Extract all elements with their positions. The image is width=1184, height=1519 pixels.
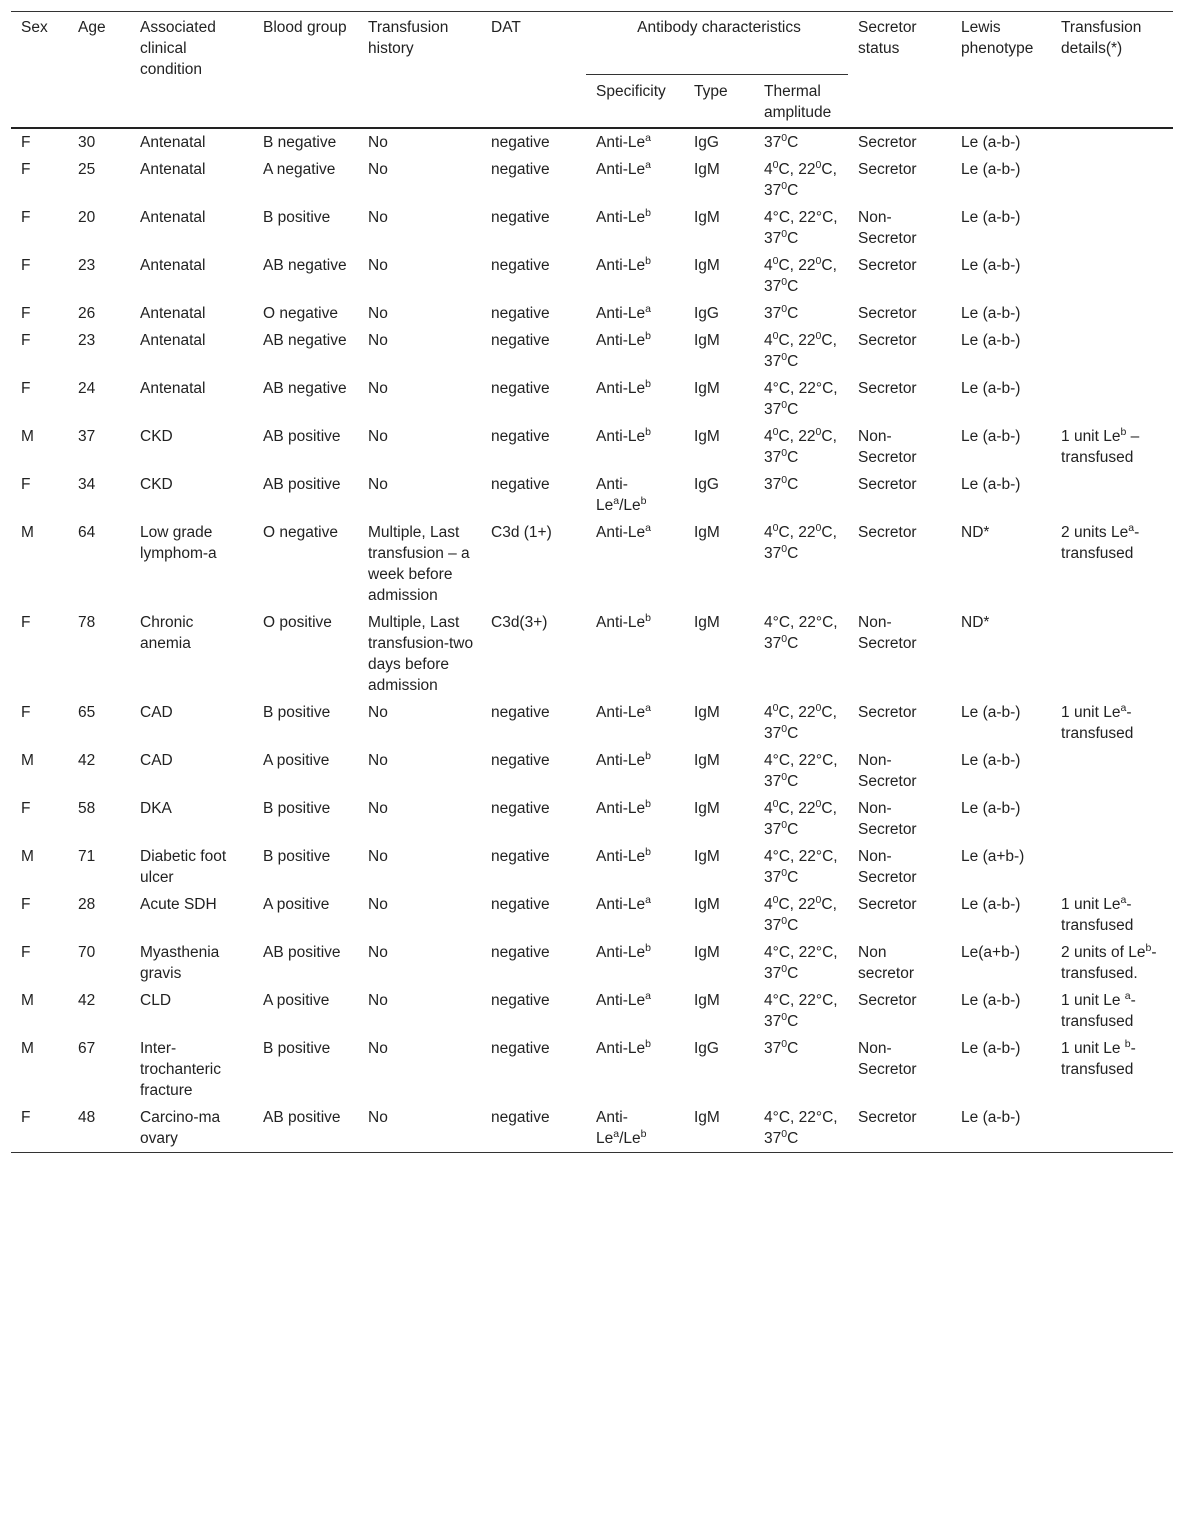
cell-transfusion-history: No	[368, 209, 388, 226]
cell-age: 20	[78, 209, 96, 226]
cell-sex: M	[21, 848, 34, 865]
table-row	[11, 699, 1173, 747]
table-row	[11, 423, 1173, 471]
cell-age: 71	[78, 848, 96, 865]
header-condition: Associated clinical condition	[140, 19, 216, 78]
cell-transfusion-history: No	[368, 848, 388, 865]
cell-specificity: Anti-Le$^b$	[596, 330, 651, 349]
header-specificity: Specificity	[586, 75, 684, 129]
cell-sex: F	[21, 134, 31, 151]
cell-type: IgM	[694, 752, 720, 769]
cell-blood-group: B positive	[263, 800, 331, 817]
cell-transfusion-history: No	[368, 800, 388, 817]
cell-transfusion-details: 2 units Le$^a$-transfused	[1061, 522, 1140, 562]
cell-transfusion-history: No	[368, 992, 388, 1009]
cell-condition: Myasthenia gravis	[140, 944, 220, 982]
cell-blood-group: A positive	[263, 992, 330, 1009]
header-lewis-phenotype: Lewis phenotype	[961, 19, 1034, 57]
cell-thermal-amplitude: 4°C, 22°C, $37^0C$	[764, 752, 838, 790]
cell-blood-group: AB positive	[263, 476, 341, 493]
cell-lewis-phenotype: Le (a-b-)	[961, 161, 1021, 178]
cell-age: 28	[78, 896, 96, 913]
cell-type: IgM	[694, 896, 720, 913]
cell-type: IgM	[694, 1109, 720, 1126]
cell-lewis-phenotype: Le (a-b-)	[961, 209, 1021, 226]
cell-lewis-phenotype: Le (a-b-)	[961, 752, 1021, 769]
cell-blood-group: AB positive	[263, 1109, 341, 1126]
cell-thermal-amplitude: 4°C, 22°C, $37^0C$	[764, 380, 838, 418]
cell-dat: negative	[491, 848, 550, 865]
cell-type: IgM	[694, 704, 720, 721]
cell-transfusion-details	[1051, 747, 1173, 795]
cell-type: IgM	[694, 332, 720, 349]
cell-transfusion-history: No	[368, 1040, 388, 1057]
header-type: Type	[684, 75, 754, 129]
cell-age: 30	[78, 134, 96, 151]
cell-transfusion-details	[1051, 300, 1173, 327]
cell-condition: CKD	[140, 476, 173, 493]
cell-condition: Inter-trochanteric fracture	[140, 1040, 221, 1099]
table-body	[11, 128, 1173, 1153]
cell-sex: M	[21, 428, 34, 445]
cell-transfusion-history: No	[368, 305, 388, 322]
table-row	[11, 252, 1173, 300]
cell-lewis-phenotype: ND*	[961, 524, 990, 541]
cell-condition: Acute SDH	[140, 896, 217, 913]
cell-type: IgM	[694, 800, 720, 817]
cell-secretor-status: Secretor	[858, 704, 917, 721]
cell-specificity: Anti-Le$^b$	[596, 846, 651, 865]
cell-transfusion-details	[1051, 252, 1173, 300]
cell-condition: Low grade lymphom-a	[140, 524, 217, 562]
cell-secretor-status: Non secretor	[858, 944, 915, 982]
cell-blood-group: AB positive	[263, 428, 341, 445]
cell-blood-group: AB negative	[263, 380, 347, 397]
cell-sex: F	[21, 614, 31, 631]
cell-age: 67	[78, 1040, 96, 1057]
cell-type: IgM	[694, 848, 720, 865]
cell-dat: C3d (1+)	[491, 524, 552, 541]
cell-blood-group: B positive	[263, 209, 331, 226]
cell-lewis-phenotype: Le (a-b-)	[961, 800, 1021, 817]
cell-transfusion-details	[1051, 471, 1173, 519]
cell-type: IgM	[694, 380, 720, 397]
table-row	[11, 609, 1173, 699]
cell-condition: Antenatal	[140, 257, 206, 274]
cell-specificity: Anti-Le$^b$	[596, 750, 651, 769]
cell-transfusion-details	[1051, 375, 1173, 423]
cell-type: IgG	[694, 476, 719, 493]
cell-transfusion-history: No	[368, 380, 388, 397]
cell-sex: F	[21, 1109, 31, 1126]
cell-type: IgM	[694, 992, 720, 1009]
cell-lewis-phenotype: Le (a-b-)	[961, 1040, 1021, 1057]
cell-blood-group: B negative	[263, 134, 337, 151]
cell-blood-group: O negative	[263, 524, 338, 541]
cell-secretor-status: Non-Secretor	[858, 848, 917, 886]
cell-thermal-amplitude: $37^0C$	[764, 1038, 799, 1057]
cell-specificity: Anti-Le$^a$/Le$^b$	[596, 1109, 647, 1147]
lewis-antibody-table-container	[11, 11, 1173, 1153]
cell-transfusion-details	[1051, 156, 1173, 204]
cell-type: IgM	[694, 161, 720, 178]
cell-lewis-phenotype: Le (a-b-)	[961, 896, 1021, 913]
cell-age: 70	[78, 944, 96, 961]
cell-specificity: Anti-Le$^b$	[596, 378, 651, 397]
cell-thermal-amplitude: $37^0C$	[764, 474, 799, 493]
header-transfusion-history: Transfusion history	[368, 19, 449, 57]
cell-transfusion-history: No	[368, 428, 388, 445]
header-secretor-status: Secretor status	[858, 19, 917, 57]
cell-transfusion-history: No	[368, 896, 388, 913]
cell-sex: F	[21, 944, 31, 961]
cell-secretor-status: Non-Secretor	[858, 209, 917, 247]
cell-secretor-status: Secretor	[858, 257, 917, 274]
cell-lewis-phenotype: Le (a-b-)	[961, 476, 1021, 493]
cell-transfusion-details: 2 units of Le$^b$-transfused.	[1061, 942, 1157, 982]
cell-blood-group: A positive	[263, 752, 330, 769]
cell-dat: negative	[491, 944, 550, 961]
header-transfusion-details: Transfusion details(*)	[1061, 19, 1142, 57]
cell-transfusion-details	[1051, 204, 1173, 252]
cell-condition: Diabetic foot ulcer	[140, 848, 227, 886]
cell-secretor-status: Non-Secretor	[858, 428, 917, 466]
cell-blood-group: O positive	[263, 614, 332, 631]
cell-specificity: Anti-Le$^b$	[596, 426, 651, 445]
cell-blood-group: O negative	[263, 305, 338, 322]
cell-type: IgM	[694, 257, 720, 274]
cell-secretor-status: Secretor	[858, 524, 917, 541]
cell-dat: negative	[491, 209, 550, 226]
cell-lewis-phenotype: Le (a-b-)	[961, 704, 1021, 721]
cell-transfusion-history: No	[368, 134, 388, 151]
cell-condition: Carcino-ma ovary	[140, 1109, 221, 1147]
cell-specificity: Anti-Le$^b$	[596, 798, 651, 817]
cell-age: 26	[78, 305, 96, 322]
cell-age: 42	[78, 752, 96, 769]
cell-transfusion-details	[1051, 128, 1173, 156]
cell-type: IgM	[694, 209, 720, 226]
cell-age: 65	[78, 704, 96, 721]
cell-secretor-status: Secretor	[858, 134, 917, 151]
cell-age: 23	[78, 257, 96, 274]
cell-lewis-phenotype: Le (a-b-)	[961, 1109, 1021, 1126]
cell-condition: Antenatal	[140, 209, 206, 226]
cell-condition: Antenatal	[140, 305, 206, 322]
cell-lewis-phenotype: ND*	[961, 614, 990, 631]
cell-secretor-status: Secretor	[858, 992, 917, 1009]
header-age: Age	[78, 19, 106, 36]
cell-transfusion-details	[1051, 795, 1173, 843]
cell-thermal-amplitude: 4°C, 22°C, $37^0C$	[764, 209, 838, 247]
cell-specificity: Anti-Le$^a$	[596, 894, 651, 913]
cell-specificity: Anti-Le$^a$/Le$^b$	[596, 476, 647, 514]
cell-blood-group: A positive	[263, 896, 330, 913]
cell-type: IgG	[694, 305, 719, 322]
cell-thermal-amplitude: $4^0C$, $22^0C$, $37^0C$	[764, 330, 837, 370]
table-row	[11, 891, 1173, 939]
cell-transfusion-details: 1 unit Le$^a$-transfused	[1061, 894, 1134, 934]
cell-type: IgM	[694, 614, 720, 631]
cell-dat: negative	[491, 1040, 550, 1057]
cell-blood-group: AB negative	[263, 332, 347, 349]
cell-thermal-amplitude: $4^0C$, $22^0C$, $37^0C$	[764, 426, 837, 466]
cell-specificity: Anti-Le$^b$	[596, 255, 651, 274]
cell-dat: negative	[491, 380, 550, 397]
cell-lewis-phenotype: Le (a-b-)	[961, 134, 1021, 151]
cell-dat: negative	[491, 704, 550, 721]
cell-blood-group: AB positive	[263, 944, 341, 961]
cell-age: 23	[78, 332, 96, 349]
cell-sex: F	[21, 380, 31, 397]
cell-transfusion-history: Multiple, Last transfusion-two days before admission	[368, 614, 474, 694]
cell-age: 48	[78, 1109, 96, 1126]
table-row	[11, 128, 1173, 156]
cell-specificity: Anti-Le$^a$	[596, 132, 651, 151]
cell-age: 25	[78, 161, 96, 178]
cell-type: IgM	[694, 524, 720, 541]
cell-secretor-status: Secretor	[858, 161, 917, 178]
header-thermal-amplitude: Thermal amplitude	[754, 75, 848, 129]
cell-blood-group: AB negative	[263, 257, 347, 274]
cell-transfusion-details	[1051, 1104, 1173, 1153]
cell-age: 78	[78, 614, 96, 631]
table-row	[11, 519, 1173, 609]
cell-age: 42	[78, 992, 96, 1009]
cell-dat: negative	[491, 134, 550, 151]
cell-sex: F	[21, 896, 31, 913]
cell-transfusion-details: 1 unit Le $^a$-transfused	[1061, 990, 1136, 1030]
cell-specificity: Anti-Le$^a$	[596, 303, 651, 322]
cell-condition: CAD	[140, 704, 173, 721]
cell-age: 34	[78, 476, 96, 493]
cell-condition: Antenatal	[140, 380, 206, 397]
cell-specificity: Anti-Le$^b$	[596, 612, 651, 631]
cell-transfusion-history: No	[368, 752, 388, 769]
cell-secretor-status: Non-Secretor	[858, 614, 917, 652]
cell-lewis-phenotype: Le (a+b-)	[961, 848, 1025, 865]
cell-thermal-amplitude: 4°C, 22°C, $37^0C$	[764, 848, 838, 886]
cell-sex: F	[21, 476, 31, 493]
cell-thermal-amplitude: $37^0C$	[764, 303, 799, 322]
cell-dat: negative	[491, 992, 550, 1009]
cell-thermal-amplitude: $4^0C$, $22^0C$, $37^0C$	[764, 798, 837, 838]
cell-specificity: Anti-Le$^b$	[596, 942, 651, 961]
cell-transfusion-history: No	[368, 332, 388, 349]
cell-sex: F	[21, 305, 31, 322]
cell-lewis-phenotype: Le (a-b-)	[961, 332, 1021, 349]
cell-sex: M	[21, 992, 34, 1009]
cell-type: IgG	[694, 134, 719, 151]
cell-thermal-amplitude: 4°C, 22°C, $37^0C$	[764, 944, 838, 982]
cell-secretor-status: Secretor	[858, 1109, 917, 1126]
table-header	[11, 12, 1173, 129]
table-row	[11, 204, 1173, 252]
cell-transfusion-history: No	[368, 161, 388, 178]
cell-condition: Antenatal	[140, 332, 206, 349]
table-row	[11, 156, 1173, 204]
cell-sex: F	[21, 161, 31, 178]
lewis-antibody-table	[11, 11, 1173, 1153]
cell-sex: M	[21, 752, 34, 769]
cell-condition: CAD	[140, 752, 173, 769]
header-sex: Sex	[21, 19, 48, 36]
cell-sex: M	[21, 1040, 34, 1057]
table-row	[11, 1035, 1173, 1104]
cell-specificity: Anti-Le$^a$	[596, 702, 651, 721]
cell-transfusion-history: No	[368, 944, 388, 961]
cell-sex: M	[21, 524, 34, 541]
cell-thermal-amplitude: $4^0C$, $22^0C$, $37^0C$	[764, 522, 837, 562]
cell-secretor-status: Non-Secretor	[858, 800, 917, 838]
cell-type: IgG	[694, 1040, 719, 1057]
cell-secretor-status: Non-Secretor	[858, 752, 917, 790]
cell-transfusion-history: No	[368, 704, 388, 721]
cell-condition: Antenatal	[140, 161, 206, 178]
cell-dat: negative	[491, 257, 550, 274]
cell-transfusion-details: 1 unit Le$^b$ – transfused	[1061, 426, 1140, 466]
cell-thermal-amplitude: $4^0C$, $22^0C$, $37^0C$	[764, 159, 837, 199]
cell-age: 24	[78, 380, 96, 397]
cell-specificity: Anti-Le$^b$	[596, 1038, 651, 1057]
cell-lewis-phenotype: Le (a-b-)	[961, 257, 1021, 274]
cell-dat: negative	[491, 752, 550, 769]
cell-blood-group: B positive	[263, 704, 331, 721]
cell-dat: negative	[491, 332, 550, 349]
table-row	[11, 939, 1173, 987]
table-row	[11, 1104, 1173, 1153]
cell-condition: Chronic anemia	[140, 614, 194, 652]
cell-transfusion-history: No	[368, 1109, 388, 1126]
cell-dat: negative	[491, 1109, 550, 1126]
cell-age: 64	[78, 524, 96, 541]
cell-lewis-phenotype: Le (a-b-)	[961, 428, 1021, 445]
cell-lewis-phenotype: Le(a+b-)	[961, 944, 1021, 961]
cell-specificity: Anti-Le$^a$	[596, 522, 651, 541]
cell-age: 37	[78, 428, 96, 445]
cell-condition: Antenatal	[140, 134, 206, 151]
cell-dat: negative	[491, 305, 550, 322]
cell-dat: negative	[491, 800, 550, 817]
header-dat: DAT	[491, 19, 521, 36]
cell-sex: F	[21, 332, 31, 349]
header-antibody-characteristics: Antibody characteristics	[637, 19, 801, 36]
cell-specificity: Anti-Le$^a$	[596, 159, 651, 178]
cell-secretor-status: Secretor	[858, 332, 917, 349]
cell-secretor-status: Secretor	[858, 896, 917, 913]
cell-transfusion-details	[1051, 609, 1173, 699]
table-row	[11, 471, 1173, 519]
cell-condition: CLD	[140, 992, 172, 1009]
cell-type: IgM	[694, 944, 720, 961]
cell-transfusion-details	[1051, 327, 1173, 375]
header-blood-group: Blood group	[263, 19, 347, 36]
cell-dat: negative	[491, 161, 550, 178]
cell-thermal-amplitude: $4^0C$, $22^0C$, $37^0C$	[764, 894, 837, 934]
cell-blood-group: B positive	[263, 848, 331, 865]
table-row	[11, 375, 1173, 423]
cell-sex: F	[21, 257, 31, 274]
cell-transfusion-details: 1 unit Le$^a$-transfused	[1061, 702, 1134, 742]
cell-thermal-amplitude: $37^0C$	[764, 132, 799, 151]
cell-transfusion-details: 1 unit Le $^b$-transfused	[1061, 1038, 1136, 1078]
cell-transfusion-history: Multiple, Last transfusion – a week before admission	[368, 524, 470, 604]
cell-sex: F	[21, 704, 31, 721]
cell-secretor-status: Non-Secretor	[858, 1040, 917, 1078]
cell-thermal-amplitude: 4°C, 22°C, $37^0C$	[764, 992, 838, 1030]
cell-thermal-amplitude: $4^0C$, $22^0C$, $37^0C$	[764, 702, 837, 742]
cell-condition: CKD	[140, 428, 173, 445]
cell-transfusion-history: No	[368, 476, 388, 493]
cell-lewis-phenotype: Le (a-b-)	[961, 380, 1021, 397]
cell-condition: DKA	[140, 800, 172, 817]
cell-blood-group: B positive	[263, 1040, 331, 1057]
cell-dat: negative	[491, 476, 550, 493]
cell-sex: F	[21, 209, 31, 226]
table-row	[11, 300, 1173, 327]
cell-type: IgM	[694, 428, 720, 445]
cell-lewis-phenotype: Le (a-b-)	[961, 992, 1021, 1009]
cell-thermal-amplitude: 4°C, 22°C, $37^0C$	[764, 1109, 838, 1147]
cell-thermal-amplitude: $4^0C$, $22^0C$, $37^0C$	[764, 255, 837, 295]
table-row	[11, 795, 1173, 843]
cell-dat: negative	[491, 428, 550, 445]
cell-blood-group: A negative	[263, 161, 336, 178]
cell-dat: negative	[491, 896, 550, 913]
cell-secretor-status: Secretor	[858, 476, 917, 493]
table-row	[11, 327, 1173, 375]
table-row	[11, 843, 1173, 891]
cell-dat: C3d(3+)	[491, 614, 548, 631]
cell-transfusion-details	[1051, 843, 1173, 891]
cell-transfusion-history: No	[368, 257, 388, 274]
cell-thermal-amplitude: 4°C, 22°C, $37^0C$	[764, 614, 838, 652]
cell-lewis-phenotype: Le (a-b-)	[961, 305, 1021, 322]
cell-secretor-status: Secretor	[858, 380, 917, 397]
cell-age: 58	[78, 800, 96, 817]
cell-specificity: Anti-Le$^a$	[596, 990, 651, 1009]
table-row	[11, 747, 1173, 795]
table-row	[11, 987, 1173, 1035]
cell-secretor-status: Secretor	[858, 305, 917, 322]
cell-specificity: Anti-Le$^b$	[596, 207, 651, 226]
cell-sex: F	[21, 800, 31, 817]
